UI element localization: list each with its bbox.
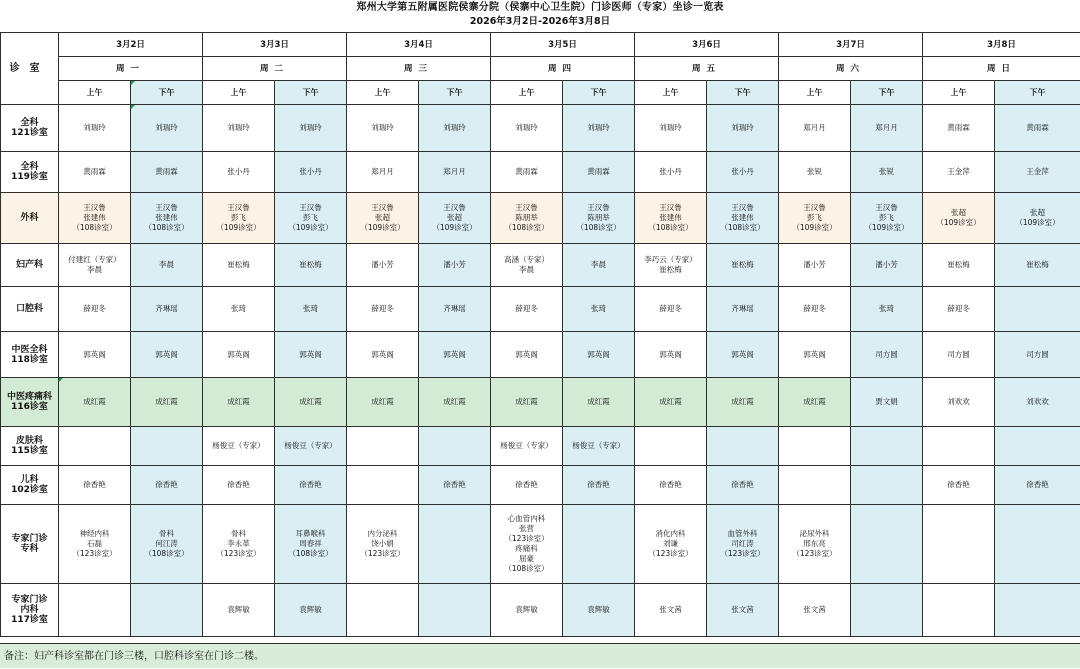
doctor-cell: 王汉鲁 彭飞 （109诊室） — [851, 193, 923, 244]
pm-header: 下午 — [419, 81, 491, 105]
day-date: 3月5日 — [491, 33, 635, 57]
doctor-cell: 王汉鲁 张超 （109诊室） — [419, 193, 491, 244]
am-header: 上午 — [635, 81, 707, 105]
doctor-cell: 王汉鲁 陈朋举 （108诊室） — [563, 193, 635, 244]
doctor-cell: 张文茜 — [707, 584, 779, 637]
doctor-cell: 郭英阁 — [203, 332, 275, 378]
doctor-cell: 耳鼻喉科 周春祥 （108诊室） — [275, 505, 347, 584]
doctor-cell — [851, 466, 923, 505]
doctor-cell: 骨科 李永革 （123诊室） — [203, 505, 275, 584]
department-label: 全科 119诊室 — [1, 152, 59, 193]
day-date: 3月3日 — [203, 33, 347, 57]
doctor-cell: 血管外科 司红涛 （123诊室） — [707, 505, 779, 584]
pm-header: 下午 — [131, 81, 203, 105]
doctor-cell: 心血管内科 张营 （123诊室） 疼痛科 屈豪 （108诊室） — [491, 505, 563, 584]
doctor-cell — [851, 584, 923, 637]
footnote: 备注：妇产科诊室都在门诊三楼，口腔科诊室在门诊二楼。 — [0, 643, 1080, 668]
doctor-cell: 张文茜 — [779, 584, 851, 637]
doctor-cell: 潘小芳 — [419, 244, 491, 287]
doctor-cell: 张小丹 — [203, 152, 275, 193]
doctor-cell: 张琦 — [851, 287, 923, 332]
doctor-cell — [995, 427, 1080, 466]
corner-label: 诊室 — [1, 33, 59, 105]
doctor-cell: 张超 （109诊室） — [923, 193, 995, 244]
doctor-cell: 司方圆 — [851, 332, 923, 378]
doctor-cell: 薛迎冬 — [923, 287, 995, 332]
schedule-row — [1, 287, 1080, 332]
doctor-cell — [779, 427, 851, 466]
doctor-cell: 崔松梅 — [707, 244, 779, 287]
department-label: 中医疼痛科 116诊室 — [1, 378, 59, 427]
pm-header: 下午 — [563, 81, 635, 105]
doctor-cell: 崔松梅 — [203, 244, 275, 287]
doctor-cell: 王金萍 — [995, 152, 1080, 193]
doctor-cell — [59, 584, 131, 637]
doctor-cell: 消化内科 刘谦 （123诊室） — [635, 505, 707, 584]
doctor-cell: 徐香艳 — [275, 466, 347, 505]
doctor-cell: 齐琳瑶 — [419, 287, 491, 332]
department-label: 皮肤科 115诊室 — [1, 427, 59, 466]
doctor-cell: 郭英阁 — [419, 332, 491, 378]
doctor-cell: 刘欢欢 — [995, 378, 1080, 427]
doctor-cell: 成红霞 — [491, 378, 563, 427]
doctor-cell: 薛迎冬 — [347, 287, 419, 332]
pm-header: 下午 — [707, 81, 779, 105]
title-block — [0, 0, 1080, 32]
doctor-cell: 成红霞 — [347, 378, 419, 427]
day-weekday: 周一 — [59, 57, 203, 81]
doctor-cell: 黄雨霖 — [59, 152, 131, 193]
doctor-cell: 张小丹 — [275, 152, 347, 193]
schedule-table — [0, 32, 1080, 637]
doctor-cell: 潘小芳 — [779, 244, 851, 287]
day-date: 3月8日 — [923, 33, 1080, 57]
doctor-cell: 李晨 — [563, 244, 635, 287]
pm-header: 下午 — [995, 81, 1080, 105]
doctor-cell: 司方圆 — [995, 332, 1080, 378]
doctor-cell: 郭英阁 — [563, 332, 635, 378]
doctor-cell: 黄雨霖 — [563, 152, 635, 193]
doctor-cell: 王汉鲁 张建伟 （108诊室） — [59, 193, 131, 244]
doctor-cell: 郑月月 — [851, 105, 923, 152]
doctor-cell: 崔松梅 — [923, 244, 995, 287]
doctor-cell — [347, 584, 419, 637]
day-weekday: 周日 — [923, 57, 1080, 81]
doctor-cell: 徐香艳 — [995, 466, 1080, 505]
doctor-cell: 神经内科 石磊 （123诊室） — [59, 505, 131, 584]
doctor-cell — [923, 505, 995, 584]
doctor-cell — [419, 584, 491, 637]
day-date: 3月6日 — [635, 33, 779, 57]
department-label: 口腔科 — [1, 287, 59, 332]
doctor-cell: 徐香艳 — [491, 466, 563, 505]
doctor-cell: 高涵（专家） 李晨 — [491, 244, 563, 287]
doctor-cell: 袁辉敏 — [563, 584, 635, 637]
doctor-cell: 郑月月 — [779, 105, 851, 152]
doctor-cell — [635, 427, 707, 466]
doctor-cell — [59, 427, 131, 466]
doctor-cell: 徐香艳 — [419, 466, 491, 505]
doctor-cell: 徐香艳 — [203, 466, 275, 505]
doctor-cell: 成红霞 — [779, 378, 851, 427]
doctor-cell: 杨俊豆（专家） — [563, 427, 635, 466]
page-title: 郑州大学第五附属医院侯寨分院（侯寨中心卫生院）门诊医师（专家）坐诊一览表 — [0, 0, 1080, 15]
doctor-cell: 黄雨霖 — [923, 105, 995, 152]
header-halfday-row — [1, 81, 1080, 105]
schedule-row — [1, 152, 1080, 193]
doctor-cell — [995, 287, 1080, 332]
doctor-cell: 薛迎冬 — [635, 287, 707, 332]
doctor-cell: 王汉鲁 张超 （109诊室） — [347, 193, 419, 244]
doctor-cell — [923, 584, 995, 637]
doctor-cell: 郭英阁 — [59, 332, 131, 378]
doctor-cell: 内分泌科 饶小娟 （123诊室） — [347, 505, 419, 584]
doctor-cell: 刘瑞玲 — [59, 105, 131, 152]
doctor-cell: 徐香艳 — [923, 466, 995, 505]
schedule-row — [1, 427, 1080, 466]
doctor-cell: 郭英阁 — [779, 332, 851, 378]
doctor-cell: 成红霞 — [275, 378, 347, 427]
doctor-cell: 杨俊豆（专家） — [203, 427, 275, 466]
doctor-cell: 徐香艳 — [563, 466, 635, 505]
doctor-cell: 徐香艳 — [635, 466, 707, 505]
doctor-cell: 刘瑞玲 — [131, 105, 203, 152]
doctor-cell: 泌尿外科 邢东亮 （123诊室） — [779, 505, 851, 584]
doctor-cell: 成红霞 — [707, 378, 779, 427]
doctor-cell: 薛迎冬 — [59, 287, 131, 332]
doctor-cell: 郑月月 — [347, 152, 419, 193]
department-label: 全科 121诊室 — [1, 105, 59, 152]
doctor-cell: 袁辉敏 — [491, 584, 563, 637]
doctor-cell — [347, 427, 419, 466]
doctor-cell: 王汉鲁 彭飞 （109诊室） — [779, 193, 851, 244]
header-date-row — [1, 33, 1080, 57]
am-header: 上午 — [203, 81, 275, 105]
day-weekday: 周四 — [491, 57, 635, 81]
doctor-cell: 张琦 — [275, 287, 347, 332]
doctor-cell — [707, 427, 779, 466]
doctor-cell: 张超 （109诊室） — [995, 193, 1080, 244]
header-weekday-row — [1, 57, 1080, 81]
doctor-cell: 王汉鲁 张建伟 （108诊室） — [131, 193, 203, 244]
day-date: 3月7日 — [779, 33, 923, 57]
doctor-cell: 潘小芳 — [851, 244, 923, 287]
doctor-cell: 刘瑞玲 — [275, 105, 347, 152]
doctor-cell: 刘瑞玲 — [563, 105, 635, 152]
doctor-cell: 刘瑞玲 — [635, 105, 707, 152]
am-header: 上午 — [59, 81, 131, 105]
department-label: 外科 — [1, 193, 59, 244]
doctor-cell: 李巧云（专家） 崔松梅 — [635, 244, 707, 287]
doctor-cell: 齐琳瑶 — [131, 287, 203, 332]
department-label: 专家门诊 内科 117诊室 — [1, 584, 59, 637]
doctor-cell: 徐香艳 — [131, 466, 203, 505]
day-date: 3月4日 — [347, 33, 491, 57]
doctor-cell: 张琦 — [203, 287, 275, 332]
schedule-row — [1, 105, 1080, 152]
doctor-cell: 刘瑞玲 — [419, 105, 491, 152]
doctor-cell: 成红霞 — [59, 378, 131, 427]
doctor-cell: 黄雨霖 — [491, 152, 563, 193]
am-header: 上午 — [347, 81, 419, 105]
doctor-cell: 付建红（专家） 李晨 — [59, 244, 131, 287]
doctor-cell: 薛迎冬 — [779, 287, 851, 332]
schedule-row — [1, 584, 1080, 637]
doctor-cell: 成红霞 — [203, 378, 275, 427]
doctor-cell: 郭英阁 — [131, 332, 203, 378]
doctor-cell: 杨俊豆（专家） — [275, 427, 347, 466]
schedule-row — [1, 332, 1080, 378]
pm-header: 下午 — [851, 81, 923, 105]
doctor-cell: 贾文娟 — [851, 378, 923, 427]
pm-header: 下午 — [275, 81, 347, 105]
doctor-cell: 刘瑞玲 — [347, 105, 419, 152]
day-date: 3月2日 — [59, 33, 203, 57]
doctor-cell: 王金萍 — [923, 152, 995, 193]
doctor-cell: 张小丹 — [635, 152, 707, 193]
doctor-cell: 郭英阁 — [635, 332, 707, 378]
doctor-cell: 郭英阁 — [275, 332, 347, 378]
schedule-row — [1, 244, 1080, 287]
doctor-cell: 司方圆 — [923, 332, 995, 378]
doctor-cell — [563, 505, 635, 584]
am-header: 上午 — [491, 81, 563, 105]
doctor-cell: 刘瑞玲 — [203, 105, 275, 152]
doctor-cell: 黄雨霖 — [131, 152, 203, 193]
schedule-row — [1, 378, 1080, 427]
doctor-cell: 崔松梅 — [275, 244, 347, 287]
doctor-cell: 崔松梅 — [995, 244, 1080, 287]
doctor-cell: 郭英阁 — [707, 332, 779, 378]
doctor-cell: 张琦 — [563, 287, 635, 332]
doctor-cell — [851, 505, 923, 584]
doctor-cell — [347, 466, 419, 505]
doctor-cell — [419, 505, 491, 584]
doctor-cell: 成红霞 — [419, 378, 491, 427]
doctor-cell — [419, 427, 491, 466]
am-header: 上午 — [779, 81, 851, 105]
day-weekday: 周五 — [635, 57, 779, 81]
doctor-cell: 齐琳瑶 — [707, 287, 779, 332]
doctor-cell: 成红霞 — [635, 378, 707, 427]
doctor-cell: 刘欢欢 — [923, 378, 995, 427]
doctor-cell: 刘瑞玲 — [491, 105, 563, 152]
doctor-cell: 薛迎冬 — [491, 287, 563, 332]
department-label: 专家门诊 专科 — [1, 505, 59, 584]
doctor-cell: 张小丹 — [707, 152, 779, 193]
am-header: 上午 — [923, 81, 995, 105]
doctor-cell: 袁辉敏 — [275, 584, 347, 637]
schedule-row — [1, 505, 1080, 584]
doctor-cell: 王汉鲁 陈朋举 （108诊室） — [491, 193, 563, 244]
page-subtitle: 2026年3月2日-2026年3月8日 — [0, 15, 1080, 29]
doctor-cell: 王汉鲁 彭飞 （109诊室） — [275, 193, 347, 244]
schedule-row — [1, 466, 1080, 505]
doctor-cell: 李晨 — [131, 244, 203, 287]
doctor-cell — [851, 427, 923, 466]
doctor-cell: 杨俊豆（专家） — [491, 427, 563, 466]
doctor-cell: 骨科 何江涛 （108诊室） — [131, 505, 203, 584]
doctor-cell: 黄雨霖 — [995, 105, 1080, 152]
doctor-cell — [923, 427, 995, 466]
doctor-cell: 张锐 — [851, 152, 923, 193]
doctor-cell: 徐香艳 — [59, 466, 131, 505]
doctor-cell — [779, 466, 851, 505]
department-label: 妇产科 — [1, 244, 59, 287]
day-weekday: 周二 — [203, 57, 347, 81]
doctor-cell: 张文茜 — [635, 584, 707, 637]
doctor-cell — [131, 584, 203, 637]
department-label: 儿科 102诊室 — [1, 466, 59, 505]
doctor-cell: 王汉鲁 彭飞 （109诊室） — [203, 193, 275, 244]
doctor-cell: 王汉鲁 张建伟 （108诊室） — [635, 193, 707, 244]
doctor-cell — [995, 584, 1080, 637]
doctor-cell: 张锐 — [779, 152, 851, 193]
doctor-cell: 郭英阁 — [347, 332, 419, 378]
doctor-cell: 潘小芳 — [347, 244, 419, 287]
doctor-cell: 郑月月 — [419, 152, 491, 193]
day-weekday: 周三 — [347, 57, 491, 81]
doctor-cell: 袁辉敏 — [203, 584, 275, 637]
doctor-cell — [995, 505, 1080, 584]
schedule-row — [1, 193, 1080, 244]
doctor-cell: 王汉鲁 张建伟 （108诊室） — [707, 193, 779, 244]
doctor-cell: 成红霞 — [131, 378, 203, 427]
doctor-cell: 成红霞 — [563, 378, 635, 427]
doctor-cell: 刘瑞玲 — [707, 105, 779, 152]
department-label: 中医全科 118诊室 — [1, 332, 59, 378]
doctor-cell: 徐香艳 — [707, 466, 779, 505]
doctor-cell: 郭英阁 — [491, 332, 563, 378]
day-weekday: 周六 — [779, 57, 923, 81]
doctor-cell — [131, 427, 203, 466]
